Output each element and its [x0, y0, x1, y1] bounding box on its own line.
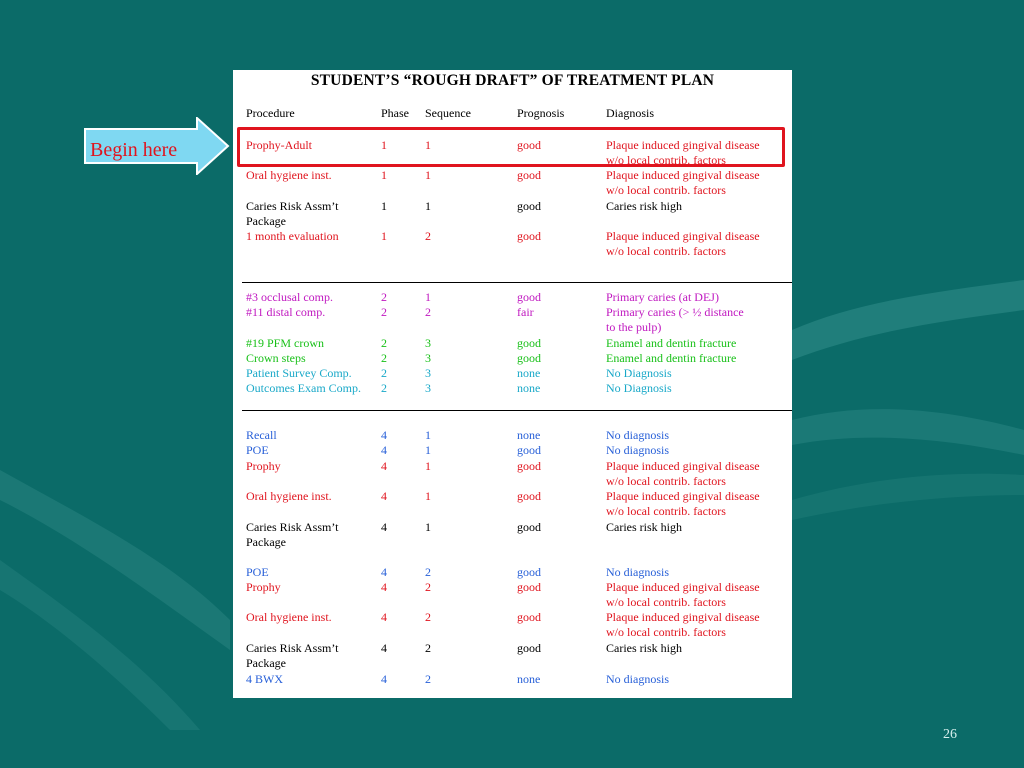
diagnosis-cell: No diagnosis	[606, 565, 669, 579]
sequence-cell: 2	[425, 229, 431, 243]
procedure-cell: Recall	[246, 428, 277, 442]
prognosis-cell: good	[517, 290, 541, 304]
prognosis-cell: fair	[517, 305, 534, 319]
prognosis-cell: good	[517, 520, 541, 534]
phase-cell: 4	[381, 610, 387, 624]
diagnosis-cell: Enamel and dentin fracture	[606, 336, 737, 350]
procedure-cell: Package	[246, 535, 286, 549]
column-header-prognosis: Prognosis	[517, 106, 565, 120]
column-header-procedure: Procedure	[246, 106, 295, 120]
diagnosis-cell: Plaque induced gingival disease	[606, 610, 760, 624]
prognosis-cell: good	[517, 610, 541, 624]
diagnosis-cell: No diagnosis	[606, 428, 669, 442]
phase-cell: 2	[381, 336, 387, 350]
prognosis-cell: good	[517, 336, 541, 350]
prognosis-cell: good	[517, 168, 541, 182]
document-title: STUDENT’S “ROUGH DRAFT” OF TREATMENT PLAN	[310, 72, 715, 89]
phase-cell: 4	[381, 565, 387, 579]
diagnosis-cell: Plaque induced gingival disease	[606, 580, 760, 594]
procedure-cell: Caries Risk Assm’t	[246, 641, 339, 655]
phase-cell: 2	[381, 305, 387, 319]
diagnosis-cell: Caries risk high	[606, 520, 682, 534]
sequence-cell: 3	[425, 336, 431, 350]
sequence-cell: 2	[425, 610, 431, 624]
sequence-cell: 3	[425, 351, 431, 365]
phase-cell: 4	[381, 520, 387, 534]
procedure-cell: 4 BWX	[246, 672, 283, 686]
diagnosis-cell: Primary caries (> ½ distance	[606, 305, 744, 319]
procedure-cell: Patient Survey Comp.	[246, 366, 352, 380]
sequence-cell: 1	[425, 443, 431, 457]
diagnosis-cell: Plaque induced gingival disease	[606, 168, 760, 182]
prognosis-cell: none	[517, 366, 541, 380]
procedure-cell: POE	[246, 565, 269, 579]
prognosis-cell: good	[517, 489, 541, 503]
phase-cell: 4	[381, 672, 387, 686]
sequence-cell: 2	[425, 305, 431, 319]
diagnosis-cell: to the pulp)	[606, 320, 662, 334]
phase-cell: 2	[381, 366, 387, 380]
sequence-cell: 2	[425, 641, 431, 655]
phase-divider	[242, 282, 792, 283]
procedure-cell: POE	[246, 443, 269, 457]
phase-cell: 1	[381, 168, 387, 182]
diagnosis-cell: w/o local contrib. factors	[606, 595, 726, 609]
phase-cell: 2	[381, 351, 387, 365]
sequence-cell: 1	[425, 459, 431, 473]
procedure-cell: #11 distal comp.	[246, 305, 326, 319]
diagnosis-cell: Enamel and dentin fracture	[606, 351, 737, 365]
page-number: 26	[943, 727, 957, 742]
procedure-cell: #3 occlusal comp.	[246, 290, 333, 304]
diagnosis-cell: Plaque induced gingival disease	[606, 229, 760, 243]
sequence-cell: 1	[425, 489, 431, 503]
diagnosis-cell: w/o local contrib. factors	[606, 504, 726, 518]
diagnosis-cell: Plaque induced gingival disease	[606, 138, 760, 152]
diagnosis-cell: w/o local contrib. factors	[606, 183, 726, 197]
prognosis-cell: good	[517, 199, 541, 213]
diagnosis-cell: Plaque induced gingival disease	[606, 489, 760, 503]
diagnosis-cell: w/o local contrib. factors	[606, 474, 726, 488]
phase-cell: 4	[381, 428, 387, 442]
phase-cell: 4	[381, 459, 387, 473]
phase-cell: 4	[381, 580, 387, 594]
procedure-cell: Oral hygiene inst.	[246, 168, 332, 182]
prognosis-cell: good	[517, 580, 541, 594]
sequence-cell: 1	[425, 138, 431, 152]
procedure-cell: Oral hygiene inst.	[246, 610, 332, 624]
prognosis-cell: none	[517, 428, 541, 442]
procedure-cell: #19 PFM crown	[246, 336, 325, 350]
phase-cell: 1	[381, 199, 387, 213]
diagnosis-cell: w/o local contrib. factors	[606, 244, 726, 258]
phase-divider	[242, 410, 792, 411]
column-header-diagnosis: Diagnosis	[606, 106, 654, 120]
procedure-cell: Oral hygiene inst.	[246, 489, 332, 503]
procedure-cell: 1 month evaluation	[246, 229, 339, 243]
sequence-cell: 1	[425, 168, 431, 182]
procedure-cell: Package	[246, 214, 286, 228]
diagnosis-cell: Caries risk high	[606, 199, 682, 213]
sequence-cell: 2	[425, 672, 431, 686]
procedure-cell: Prophy	[246, 459, 281, 473]
phase-cell: 1	[381, 229, 387, 243]
phase-cell: 2	[381, 381, 387, 395]
prognosis-cell: none	[517, 381, 541, 395]
sequence-cell: 1	[425, 428, 431, 442]
phase-cell: 1	[381, 138, 387, 152]
sequence-cell: 1	[425, 199, 431, 213]
procedure-cell: Crown steps	[246, 351, 306, 365]
sequence-cell: 3	[425, 381, 431, 395]
diagnosis-cell: w/o local contrib. factors	[606, 153, 726, 167]
prognosis-cell: good	[517, 565, 541, 579]
sequence-cell: 1	[425, 520, 431, 534]
column-header-phase: Phase	[381, 106, 409, 120]
phase-cell: 4	[381, 641, 387, 655]
sequence-cell: 2	[425, 580, 431, 594]
prognosis-cell: good	[517, 641, 541, 655]
phase-cell: 4	[381, 443, 387, 457]
sequence-cell: 1	[425, 290, 431, 304]
prognosis-cell: good	[517, 443, 541, 457]
procedure-cell: Caries Risk Assm’t	[246, 199, 339, 213]
phase-cell: 4	[381, 489, 387, 503]
diagnosis-cell: No Diagnosis	[606, 366, 672, 380]
prognosis-cell: none	[517, 672, 541, 686]
sequence-cell: 3	[425, 366, 431, 380]
prognosis-cell: good	[517, 351, 541, 365]
diagnosis-cell: Primary caries (at DEJ)	[606, 290, 719, 304]
diagnosis-cell: w/o local contrib. factors	[606, 625, 726, 639]
highlight-box	[237, 127, 785, 167]
begin-here-callout: Begin here	[90, 139, 178, 161]
procedure-cell: Outcomes Exam Comp.	[246, 381, 361, 395]
phase-cell: 2	[381, 290, 387, 304]
diagnosis-cell: Caries risk high	[606, 641, 682, 655]
column-header-sequence: Sequence	[425, 106, 471, 120]
sequence-cell: 2	[425, 565, 431, 579]
diagnosis-cell: Plaque induced gingival disease	[606, 459, 760, 473]
prognosis-cell: good	[517, 229, 541, 243]
diagnosis-cell: No diagnosis	[606, 672, 669, 686]
diagnosis-cell: No diagnosis	[606, 443, 669, 457]
prognosis-cell: good	[517, 459, 541, 473]
procedure-cell: Caries Risk Assm’t	[246, 520, 339, 534]
procedure-cell: Prophy-Adult	[246, 138, 312, 152]
diagnosis-cell: No Diagnosis	[606, 381, 672, 395]
procedure-cell: Prophy	[246, 580, 281, 594]
prognosis-cell: good	[517, 138, 541, 152]
procedure-cell: Package	[246, 656, 286, 670]
